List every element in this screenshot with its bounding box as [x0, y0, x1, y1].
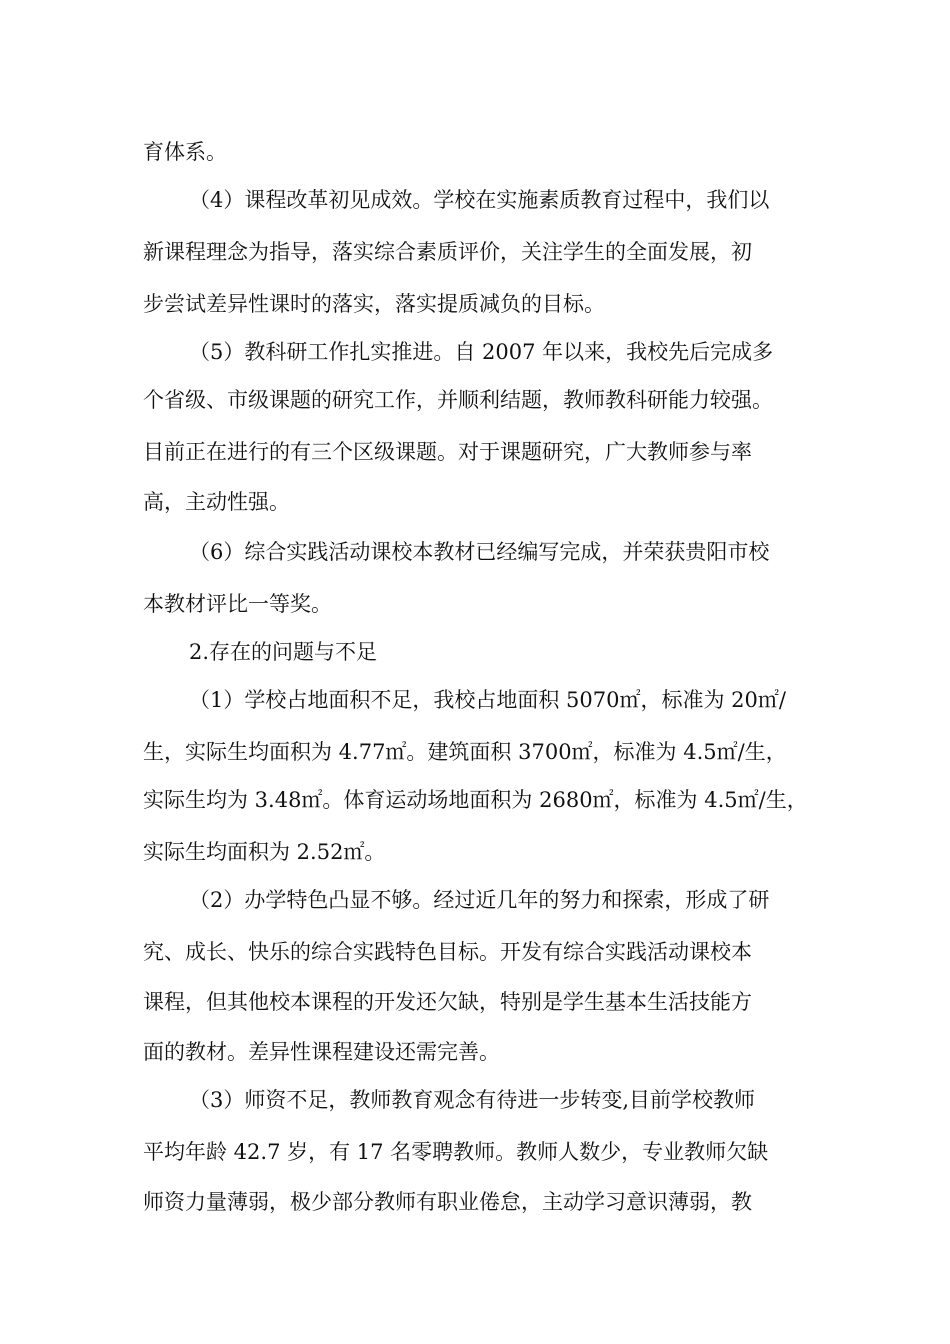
paragraph-line: （2）办学特色凸显不够。经过近几年的努力和探索，形成了研 — [189, 888, 770, 912]
text-line: 育体系。 — [143, 140, 227, 164]
section-heading: 2.存在的问题与不足 — [189, 640, 378, 664]
paragraph-line: （5）教科研工作扎实推进。自 2007 年以来，我校先后完成多 — [189, 340, 774, 364]
text-line: 究、成长、快乐的综合实践特色目标。开发有综合实践活动课校本 — [143, 940, 752, 964]
text-line: 本教材评比一等奖。 — [143, 592, 332, 616]
text-line: 课程，但其他校本课程的开发还欠缺，特别是学生基本生活技能方 — [143, 990, 752, 1014]
text-line: 高，主动性强。 — [143, 490, 290, 514]
text-line: 新课程理念为指导，落实综合素质评价，关注学生的全面发展，初 — [143, 240, 752, 264]
paragraph-line: （4）课程改革初见成效。学校在实施素质教育过程中，我们以 — [189, 188, 770, 212]
text-line: 目前正在进行的有三个区级课题。对于课题研究，广大教师参与率 — [143, 440, 752, 464]
paragraph-line: （3）师资不足，教师教育观念有待进一步转变,目前学校教师 — [189, 1088, 756, 1112]
text-line: 实际生均为 3.48㎡。体育运动场地面积为 2680㎡，标准为 4.5㎡/生， — [143, 788, 808, 812]
text-line: 实际生均面积为 2.52㎡。 — [143, 840, 386, 864]
text-line: 个省级、市级课题的研究工作，并顺利结题，教师教科研能力较强。 — [143, 388, 773, 412]
text-line: 平均年龄 42.7 岁，有 17 名零聘教师。教师人数少，专业教师欠缺 — [143, 1140, 769, 1164]
text-line: 生，实际生均面积为 4.77㎡。建筑面积 3700㎡，标准为 4.5㎡/生， — [143, 740, 787, 764]
paragraph-line: （6）综合实践活动课校本教材已经编写完成，并荣获贵阳市校 — [189, 540, 770, 564]
text-line: 面的教材。差异性课程建设还需完善。 — [143, 1040, 500, 1064]
text-line: 师资力量薄弱，极少部分教师有职业倦怠，主动学习意识薄弱，教 — [143, 1190, 752, 1214]
text-line: 步尝试差异性课时的落实，落实提质减负的目标。 — [143, 292, 605, 316]
paragraph-line: （1）学校占地面积不足，我校占地面积 5070㎡，标准为 20㎡/ — [189, 688, 786, 712]
